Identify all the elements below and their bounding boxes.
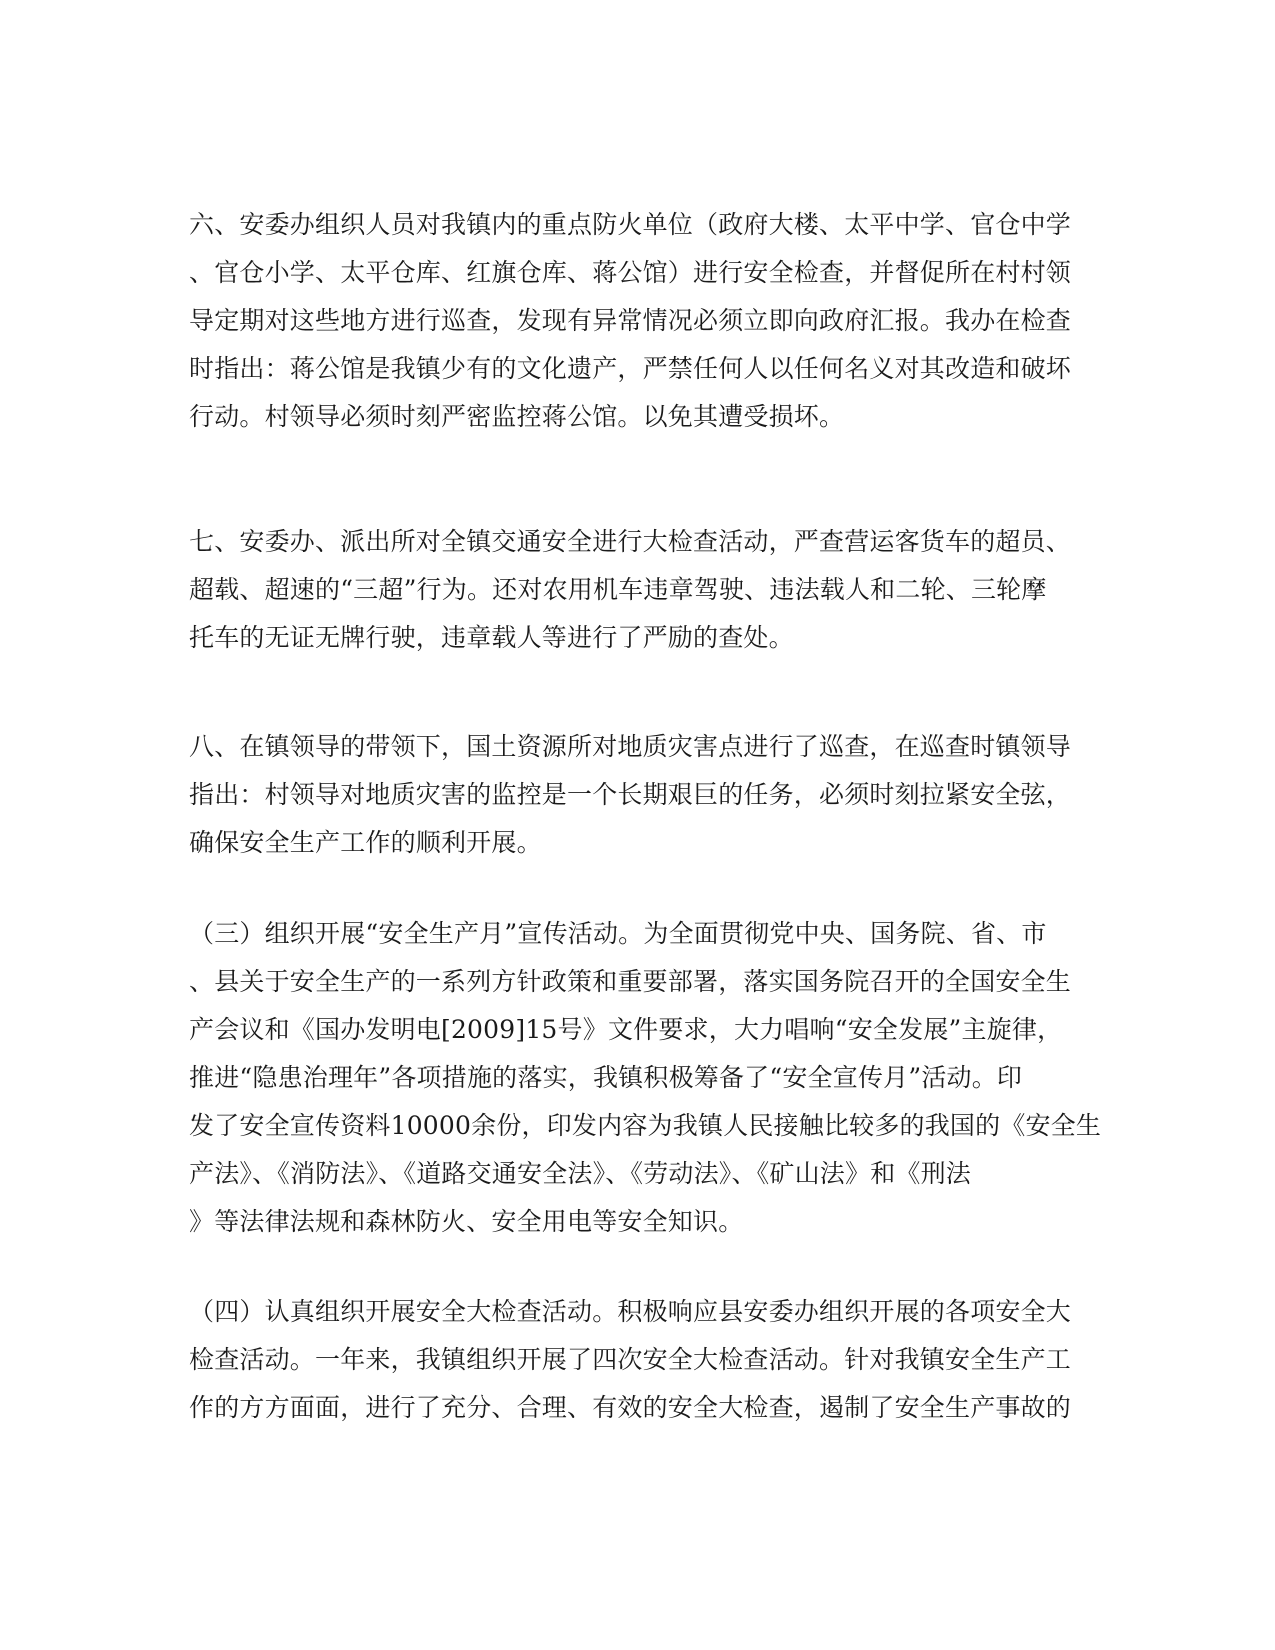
paragraph-safety-inspection	[189, 1288, 1072, 1432]
text-line: （四）认真组织开展安全大检查活动。积极响应县安委办组织开展的各项安全大	[189, 1297, 1072, 1326]
text-line: 推进“隐患治理年”各项措施的落实，我镇积极筹备了“安全宣传月”活动。印	[189, 1063, 1023, 1092]
text-line: 八、在镇领导的带领下，国土资源所对地质灾害点进行了巡查，在巡查时镇领导	[189, 732, 1072, 761]
text-line: 产法》、《消防法》、《道路交通安全法》、《劳动法》、《矿山法》和《刑法	[189, 1159, 972, 1188]
text-line: 指出：村领导对地质灾害的监控是一个长期艰巨的任务，必须时刻拉紧安全弦，	[189, 780, 1072, 809]
text-line: 作的方方面面，进行了充分、合理、有效的安全大检查，遏制了安全生产事故的	[189, 1393, 1072, 1422]
paragraph-section-eight	[189, 723, 1072, 867]
text-line: 托车的无证无牌行驶，违章载人等进行了严励的查处。	[189, 623, 794, 652]
text-line: 产会议和《国办发明电[2009]15号》文件要求，大力唱响“安全发展”主旋律，	[189, 1015, 1063, 1044]
text-line: 、官仓小学、太平仓库、红旗仓库、蒋公馆）进行安全检查，并督促所在村村领	[189, 258, 1072, 287]
text-line: 》等法律法规和森林防火、安全用电等安全知识。	[189, 1207, 744, 1236]
text-line: （三）组织开展“安全生产月”宣传活动。为全面贯彻党中央、国务院、省、市	[189, 919, 1047, 948]
text-line: 确保安全生产工作的顺利开展。	[189, 828, 542, 857]
paragraph-section-seven	[189, 518, 1072, 662]
paragraph-section-six	[189, 201, 1072, 441]
text-line: 超载、超速的“三超”行为。还对农用机车违章驾驶、违法载人和二轮、三轮摩	[189, 575, 1047, 604]
text-line: 、县关于安全生产的一系列方针政策和重要部署，落实国务院召开的全国安全生	[189, 967, 1072, 996]
text-line: 检查活动。一年来，我镇组织开展了四次安全大检查活动。针对我镇安全生产工	[189, 1345, 1072, 1374]
text-line: 行动。村领导必须时刻严密监控蒋公馆。以免其遭受损坏。	[189, 402, 845, 431]
text-line: 七、安委办、派出所对全镇交通安全进行大检查活动，严查营运客货车的超员、	[189, 527, 1072, 556]
text-line: 导定期对这些地方进行巡查，发现有异常情况必须立即向政府汇报。我办在检查	[189, 306, 1072, 335]
paragraph-safety-month-campaign	[189, 910, 1102, 1246]
text-line: 发了安全宣传资料10000余份，印发内容为我镇人民接触比较多的我国的《安全生	[189, 1111, 1102, 1140]
text-line: 六、安委办组织人员对我镇内的重点防火单位（政府大楼、太平中学、官仓中学	[189, 210, 1072, 239]
text-line: 时指出：蒋公馆是我镇少有的文化遗产，严禁任何人以任何名义对其改造和破坏	[189, 354, 1072, 383]
